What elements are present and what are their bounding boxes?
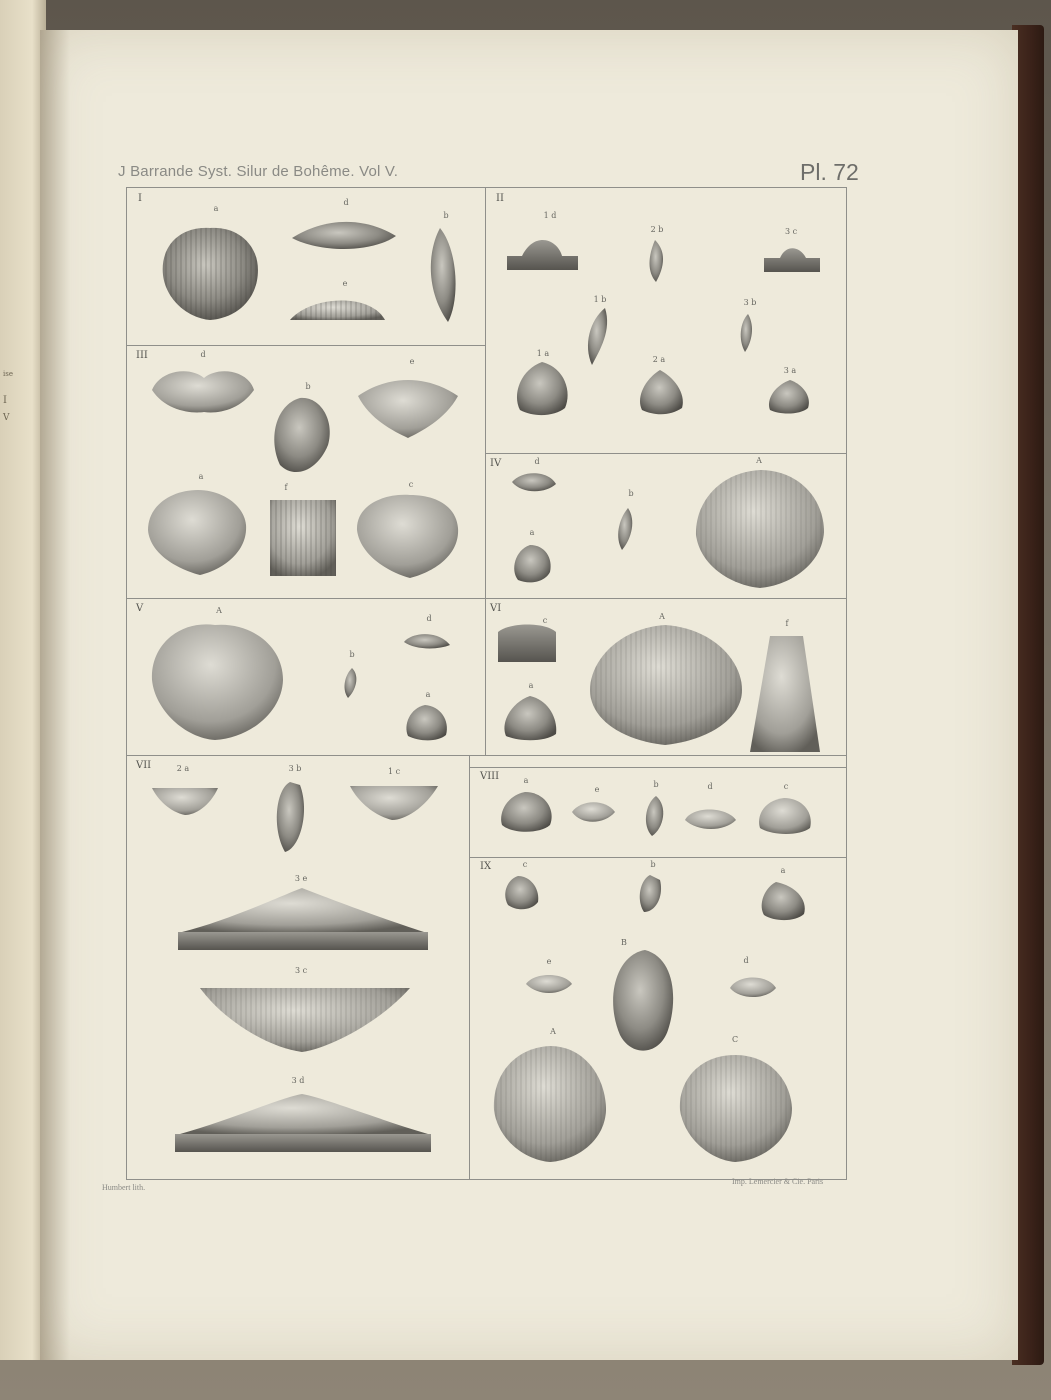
specimen-iv-a <box>514 545 550 582</box>
specimen-ii-2a <box>640 370 683 414</box>
specimen-label: d <box>343 198 349 207</box>
specimen-label: 2 b <box>650 225 664 234</box>
specimen-ix-b <box>640 875 661 912</box>
specimen-label: 3 a <box>783 366 797 375</box>
specimen-iii-e <box>358 380 458 438</box>
specimen-ii-1b <box>588 308 607 365</box>
specimen-ix-d <box>730 978 776 998</box>
specimen-label: A <box>216 606 222 615</box>
specimen-ii-3a <box>769 380 809 414</box>
specimen-vi-a <box>504 696 556 740</box>
specimen-label: e <box>342 279 348 288</box>
left-page-fragment: I <box>3 395 7 406</box>
section-numeral-iii: III <box>136 350 148 361</box>
specimen-vii-1c <box>350 786 438 820</box>
specimen-label: d <box>426 614 432 623</box>
specimen-ii-3c <box>764 248 820 272</box>
specimen-viii-e <box>572 802 615 822</box>
specimen-ix-c <box>505 876 538 909</box>
specimen-label: e <box>594 785 600 794</box>
section-numeral-v: V <box>136 603 144 614</box>
specimen-vi-f <box>750 636 820 752</box>
specimen-label: e <box>546 957 552 966</box>
specimen-label: 1 c <box>387 767 401 776</box>
specimen-label: 1 d <box>543 211 557 220</box>
specimen-label: A <box>756 456 762 465</box>
specimen-label: d <box>707 782 713 791</box>
specimen-label: a <box>425 690 431 699</box>
specimen-label: 3 c <box>784 227 798 236</box>
left-page-fragment: ise <box>3 370 13 378</box>
specimen-i-a <box>163 228 258 320</box>
specimen-iv-b <box>618 508 632 550</box>
specimen-label: d <box>743 956 749 965</box>
specimen-label: A <box>550 1027 556 1036</box>
specimen-vii-3b <box>277 782 304 852</box>
specimen-i-b <box>431 228 456 322</box>
specimen-ix-B <box>613 950 673 1051</box>
specimen-iii-d <box>152 371 254 412</box>
specimen-vii-3d <box>175 1094 431 1152</box>
specimen-i-d <box>292 222 396 249</box>
specimen-label: d <box>200 350 206 359</box>
specimen-v-d <box>404 634 450 648</box>
specimen-vi-A <box>590 625 742 745</box>
specimen-label: a <box>523 776 529 785</box>
specimen-iii-b <box>274 398 329 472</box>
specimen-label: b <box>349 650 355 659</box>
specimen-viii-c <box>759 798 811 834</box>
section-numeral-ii: II <box>496 193 504 204</box>
specimen-ii-1d <box>507 240 578 270</box>
specimen-v-b <box>345 668 357 698</box>
specimen-label: b <box>653 780 659 789</box>
specimen-label: a <box>529 528 535 537</box>
specimen-label: f <box>785 619 789 628</box>
specimen-label: c <box>542 616 548 625</box>
section-numeral-vii: VII <box>136 760 152 771</box>
specimen-iii-f-ribs <box>270 500 336 576</box>
specimen-label: b <box>628 489 634 498</box>
specimen-ix-A <box>494 1046 606 1162</box>
specimen-ix-e <box>526 975 572 993</box>
specimen-v-a <box>406 705 446 740</box>
specimen-label: c <box>408 480 414 489</box>
specimen-label: a <box>780 866 786 875</box>
specimen-ii-2b <box>650 240 664 282</box>
specimen-label: b <box>443 211 449 220</box>
specimen-iv-A <box>696 470 824 588</box>
plate-header-title: J Barrande Syst. Silur de Bohême. Vol V. <box>118 163 399 180</box>
specimen-label: 3 d <box>291 1076 305 1085</box>
section-numeral-viii: VIII <box>480 771 500 782</box>
specimen-ii-1a <box>517 362 568 415</box>
specimen-label: 3 b <box>743 298 757 307</box>
left-page-fragment: V <box>3 413 10 423</box>
section-numeral-iv: IV <box>490 458 502 469</box>
specimen-iii-c <box>357 495 458 578</box>
specimen-ix-C <box>680 1055 792 1162</box>
lithographer-credit: Humbert lith. <box>102 1183 146 1192</box>
specimen-label: 1 b <box>593 295 607 304</box>
specimen-iv-d <box>512 473 556 491</box>
printer-credit: Imp. Lemercier & Cie. Paris <box>732 1177 824 1186</box>
specimen-vii-3c <box>200 988 410 1052</box>
section-numeral-ix: IX <box>480 861 492 872</box>
specimen-label: B <box>621 938 627 947</box>
section-numeral-vi: VI <box>490 603 502 614</box>
specimen-label: 3 e <box>294 874 308 883</box>
specimen-viii-a <box>501 792 552 832</box>
specimen-label: d <box>534 457 540 466</box>
specimen-label: C <box>731 1035 739 1044</box>
specimen-label: e <box>409 357 415 366</box>
specimen-viii-d <box>685 810 736 830</box>
specimen-label: a <box>528 681 534 690</box>
specimen-label: b <box>650 860 656 869</box>
specimen-ix-a <box>762 882 805 920</box>
plate-number: Pl. 72 <box>800 159 859 185</box>
specimen-viii-b <box>646 796 663 836</box>
specimen-label: a <box>213 204 219 213</box>
specimen-label: f <box>284 483 288 492</box>
specimen-label: 2 a <box>176 764 190 773</box>
specimen-label: a <box>198 472 204 481</box>
specimen-i-e-ribs <box>290 300 385 320</box>
specimen-label: A <box>659 612 665 621</box>
specimen-ii-3b <box>741 314 752 352</box>
specimen-vii-3e <box>178 888 428 950</box>
specimen-label: 1 a <box>536 349 550 358</box>
specimen-label: 2 a <box>652 355 666 364</box>
specimen-vii-2a <box>152 788 218 815</box>
specimen-iii-a <box>148 490 246 575</box>
specimen-vi-c <box>498 625 556 663</box>
specimen-label: 3 c <box>294 966 308 975</box>
specimen-label: c <box>522 860 528 869</box>
specimen-label: c <box>783 782 789 791</box>
section-numeral-i: I <box>138 193 142 204</box>
specimen-label: 3 b <box>288 764 302 773</box>
specimen-v-A <box>152 624 283 740</box>
specimen-label: b <box>305 382 311 391</box>
